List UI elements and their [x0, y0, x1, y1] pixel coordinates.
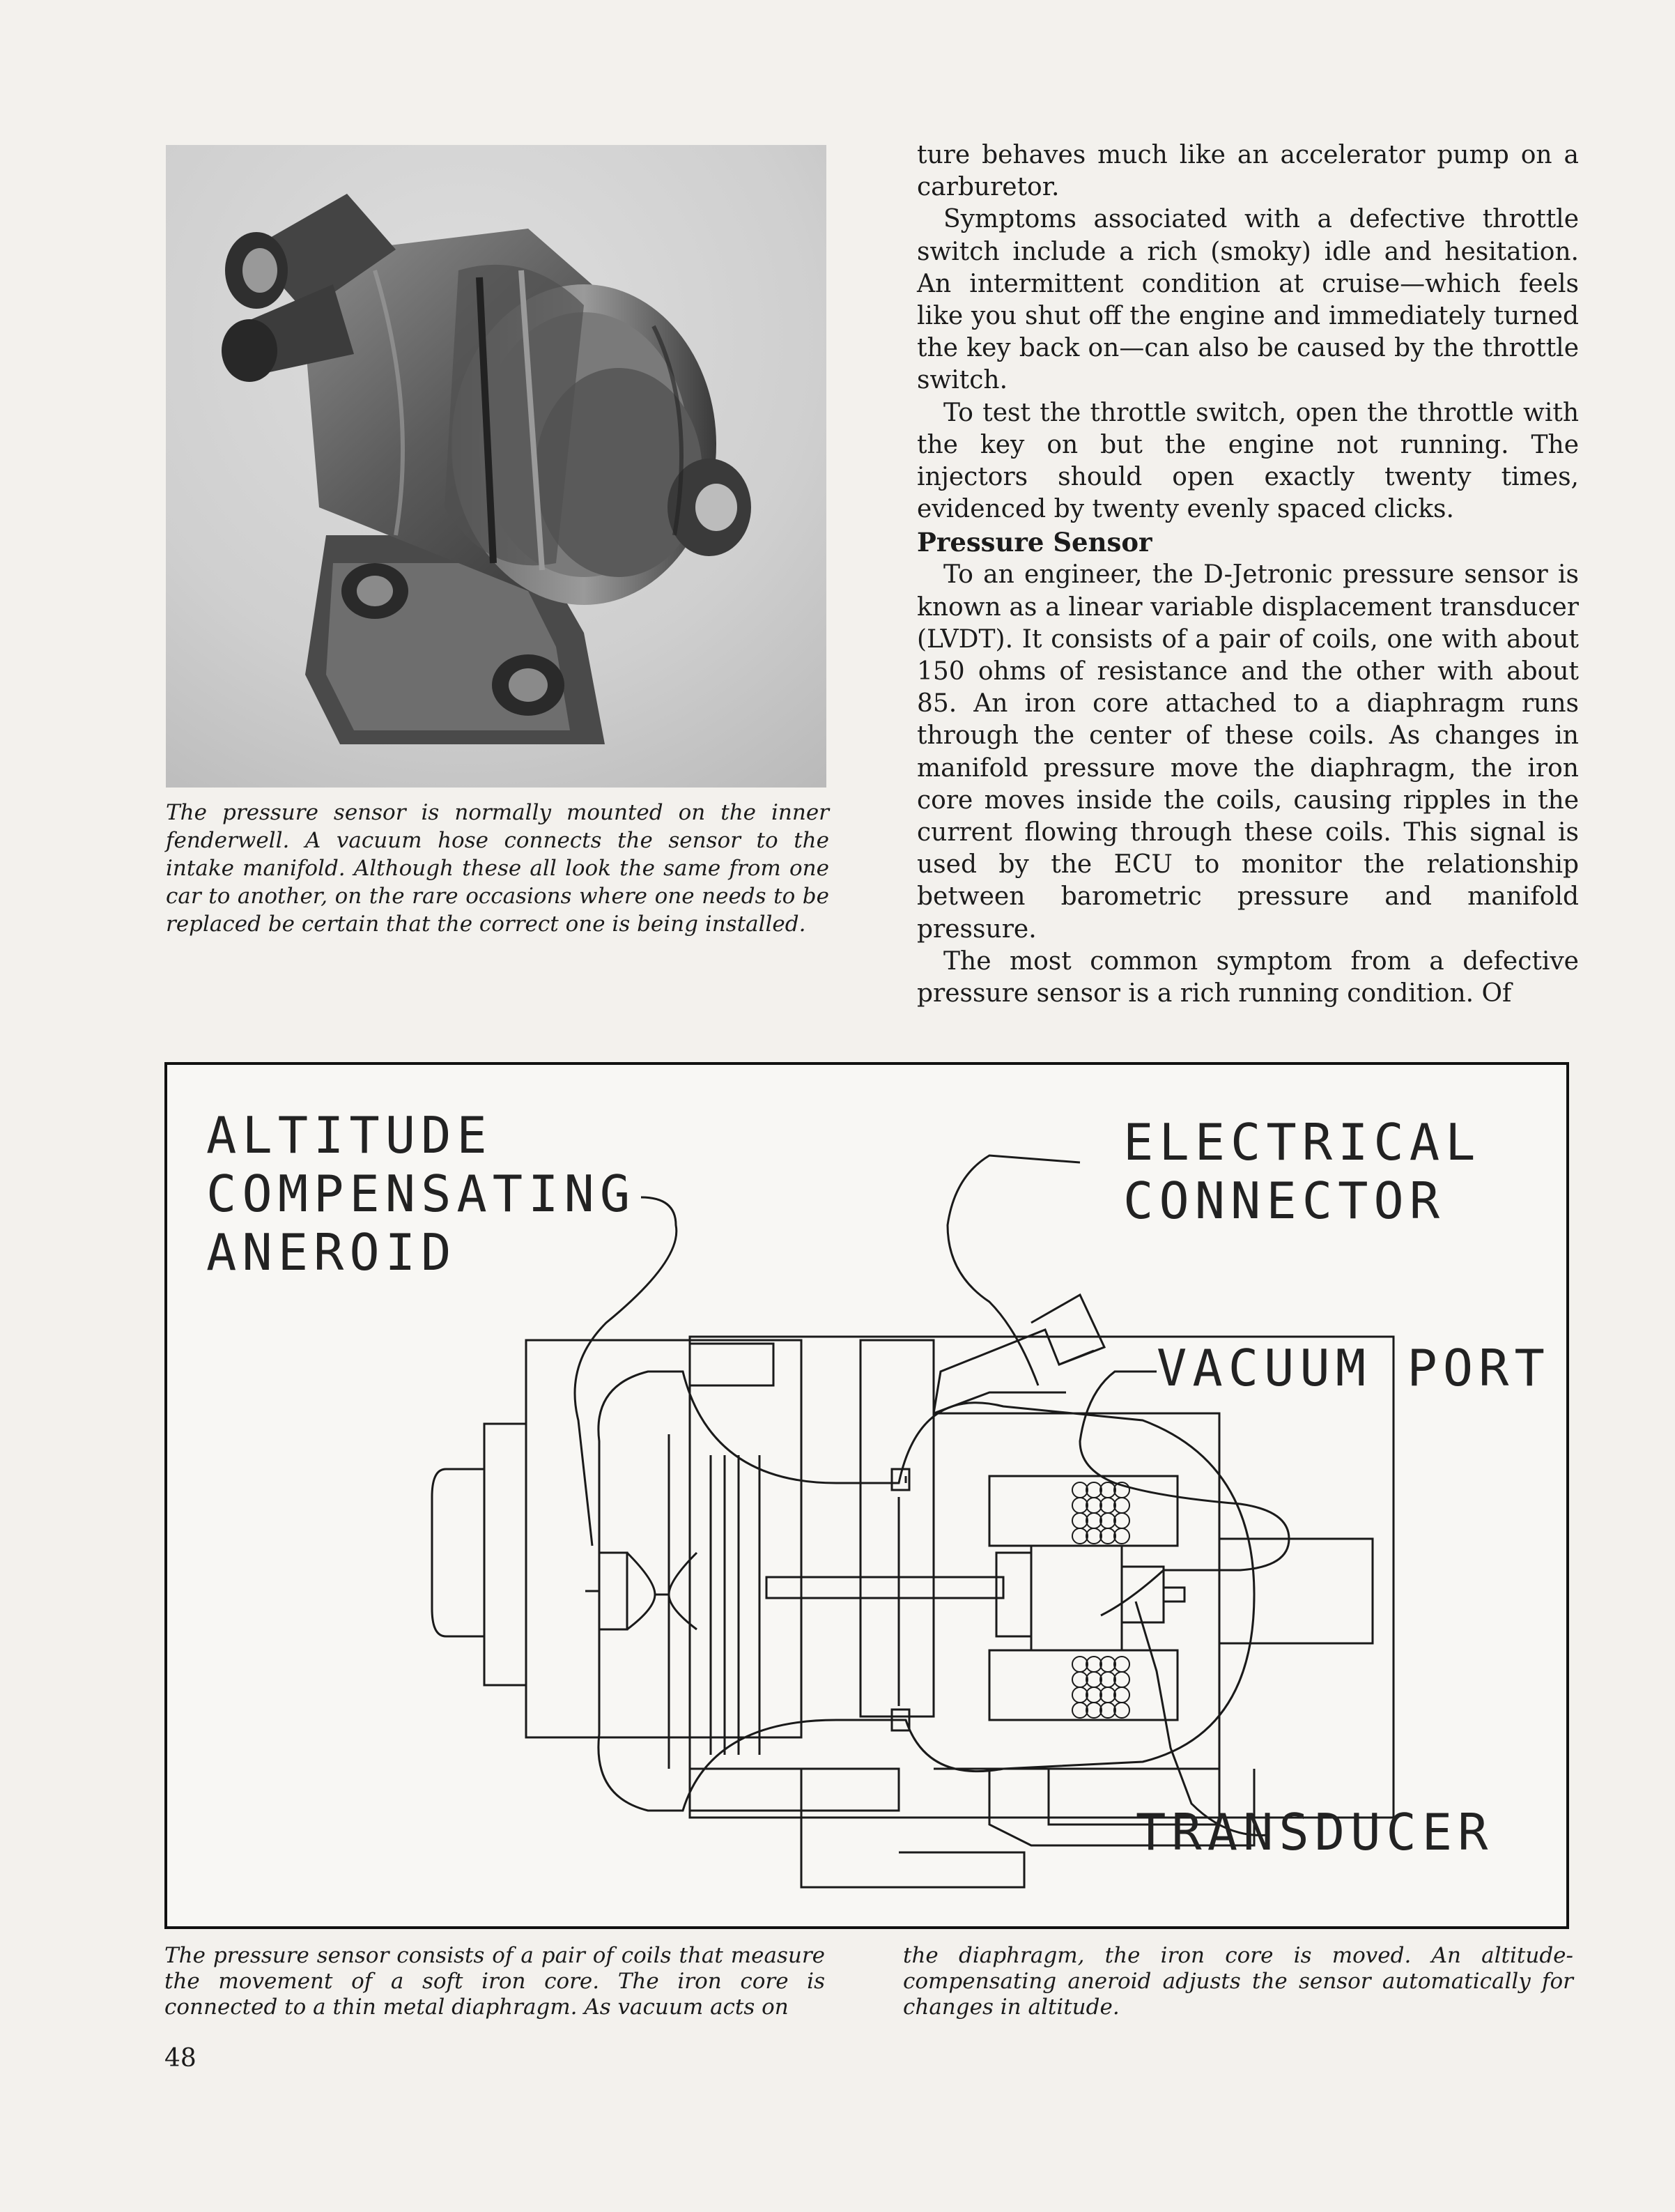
label-transducer: TRANSDUCER — [1136, 1803, 1494, 1861]
body-paragraph: The most common symptom from a defective pressure sensor is a rich running condition. Of — [917, 946, 1579, 1008]
label-aneroid-line2: COMPENSATING — [206, 1165, 636, 1223]
lower-coil — [989, 1650, 1178, 1720]
diagram-caption-left: The pressure sensor consists of a pair of coils that measure the movement of a soft iron core. The iron core is connected to a thin metal diaphragm. As vacuum acts on — [164, 1943, 825, 2020]
body-paragraph: ture behaves much like an accelerator pump on a carburetor. — [917, 141, 1579, 202]
pressure-sensor-photo-image — [166, 145, 826, 788]
aneroid-end-cap — [432, 1469, 484, 1636]
diagram-caption-right: the diaphragm, the iron core is moved. An altitude-compensating aneroid adjusts the sensor automatically for changes in altitude. — [903, 1943, 1573, 2020]
vacuum-port-tube — [1219, 1539, 1373, 1643]
pressure-sensor-diagram — [164, 1062, 1569, 1929]
section-heading: Pressure Sensor — [917, 527, 1152, 558]
body-paragraph: To an engineer, the D-Jetronic pressure sensor is known as a linear variable displacement transducer (LVDT). It consists of a pair of coils, one with about 150 ohms of resistance and the other with about 85. An iron core attached to a diaphragm runs through the center of these coils. As changes in manifold pressure move the diaphragm, the iron core moves inside the coils, causing ripples in the current flowing through these coils. This signal is used by the ECU to monitor the relationship between barometric pressure and manifold pressure. — [917, 560, 1579, 944]
coil-bobbin — [1031, 1546, 1122, 1650]
upper-coil — [989, 1476, 1178, 1546]
body-paragraph: Symptoms associated with a defective throttle switch include a rich (smoky) idle and hesitation. An intermittent condition at cruise—which feels like you shut off the engine and immediately turned the key back on—can also be caused by the throttle switch. — [917, 205, 1579, 395]
label-connector-line2: CONNECTOR — [1123, 1172, 1446, 1230]
label-connector-line1: ELECTRICAL — [1123, 1113, 1481, 1172]
page-number: 48 — [164, 2044, 196, 2073]
electrical-connector — [934, 1330, 1094, 1413]
photo-caption: The pressure sensor is normally mounted on the inner fenderwell. A vacuum hose connects the sensor to the intake manifold. Although these all look the same from one car to another, on the rare occasions where one needs to be replaced be certain that the correct one is being installed. — [166, 800, 829, 937]
body-paragraph: To test the throttle switch, open the throttle with the key on but the engine not running. The injectors should open exactly twenty times, evidenced by twenty evenly spaced clicks. — [917, 398, 1579, 524]
connector-leader — [948, 1155, 1080, 1385]
vacuum-leader — [1080, 1372, 1289, 1615]
label-vacuum-port: VACUUM PORT — [1157, 1339, 1550, 1397]
pressure-sensor-photo — [166, 145, 826, 788]
body-text-column — [917, 139, 1579, 1010]
label-aneroid-line1: ALTITUDE — [206, 1106, 493, 1165]
label-aneroid-line3: ANEROID — [206, 1223, 457, 1282]
inner-cavity — [599, 1372, 1254, 1811]
